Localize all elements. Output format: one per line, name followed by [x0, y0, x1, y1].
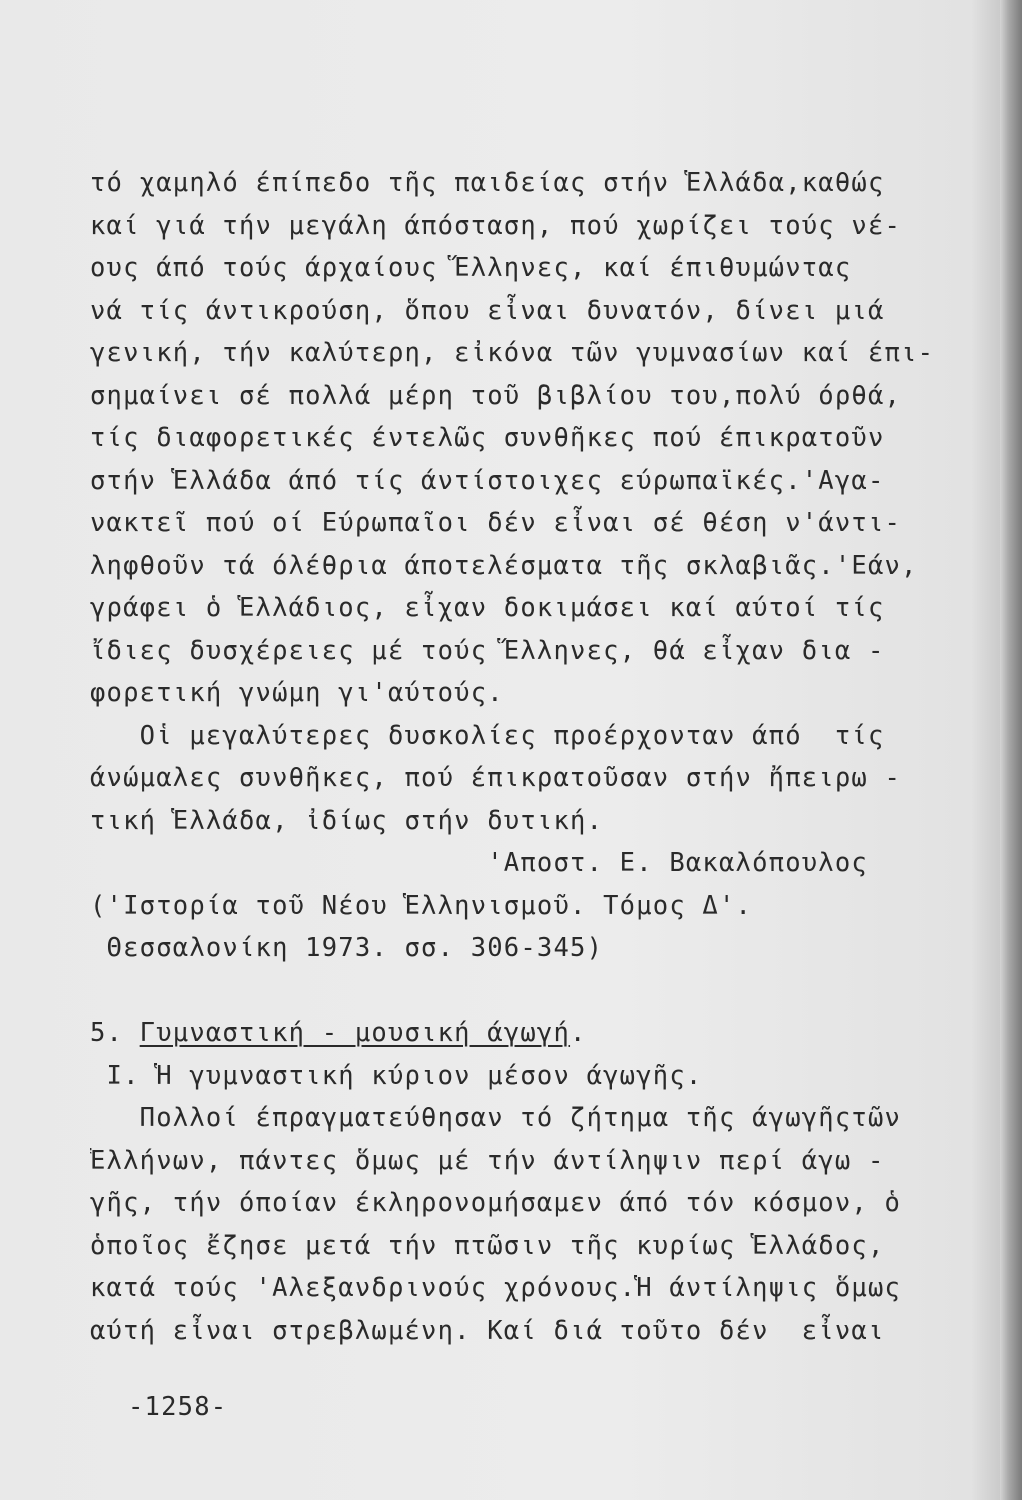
page-binding-edge [1000, 0, 1022, 1500]
text-line: φορετική γνώμη γι'αύτούς. [90, 678, 504, 708]
text-line: σημαίνει σέ πολλά μέρη τοῦ βιβλίου του,πολύ όρθά, [90, 380, 902, 411]
text-line: ληφθοῦν τά όλέθρια άποτελέσματα τῆς σκλαβιᾶς.'Εάν, [90, 550, 918, 581]
text-line: τίς διαφορετικές έντελῶς συνθῆκες πού έπικρατοῦν [90, 423, 885, 453]
text-line: γῆς, τήν όποίαν έκληρονομήσαμεν άπό τόν κόσμον, ὁ [90, 1188, 902, 1218]
text-line: καί γιά τήν μεγάλη άπόσταση, πού χωρίζει τούς νέ- [90, 210, 902, 241]
paragraph-start: Πολλοί έπραγματεύθησαν τό ζήτημα τῆς άγωγῆςτῶν [90, 1103, 902, 1133]
text-line: ὁποῖος ἔζησε μετά τήν πτῶσιν τῆς κυρίως Ἑλλάδος, [90, 1230, 885, 1261]
text-line: γράφει ὁ Ἑλλάδιος, εἶχαν δοκιμάσει καί αύτοί τίς [90, 593, 885, 623]
paragraph-start: Οἱ μεγαλύτερες δυσκολίες προέρχονταν άπό τίς [90, 720, 885, 751]
section-heading [90, 1012, 950, 1055]
text-line: άνώμαλες συνθῆκες, πού έπικρατοῦσαν στήν ἤπειρω - [90, 763, 902, 793]
section-gap [90, 970, 950, 1013]
text-line: κατά τούς 'Αλεξανδρινούς χρόνους.Ἡ άντίληψις ὅμως [90, 1273, 902, 1303]
citation-place-pages: Θεσσαλονίκη 1973. σσ. 306-345) [90, 933, 604, 963]
text-line: νακτεῖ πού οί Εύρωπαῖοι δέν εἶναι σέ θέση ν'άντι- [90, 508, 902, 538]
section-title-period: . [570, 1018, 587, 1048]
section-title: Γυμναστική - μουσική άγωγή [139, 1018, 571, 1048]
text-line: στήν Ἑλλάδα άπό τίς άντίστοιχες εύρωπαϊκές.'Αγα- [90, 465, 885, 496]
body-text [90, 162, 950, 1352]
text-line: γενική, τήν καλύτερη, εἰκόνα τῶν γυμνασίων καί έπι- [90, 338, 935, 368]
text-line: ους άπό τούς άρχαίους Ἕλληνες, καί έπιθυμώντας [90, 253, 852, 283]
text-line: αύτή εἶναι στρεβλωμένη. Καί διά τοῦτο δέν εἶναι [90, 1315, 885, 1346]
text-line: τική Ἑλλάδα, ἰδίως στήν δυτική. [90, 805, 604, 836]
citation-source: ('Ιστορία τοῦ Νέου Ἑλληνισμοῦ. Τόμος Δ'. [90, 890, 753, 921]
text-line: Ἑλλήνων, πάντες ὅμως μέ τήν άντίληψιν περί άγω - [90, 1145, 885, 1176]
citation-author: 'Αποστ. Ε. Βακαλόπουλος [90, 848, 868, 878]
subsection-heading: Ι. Ἡ γυμναστική κύριον μέσον άγωγῆς. [90, 1060, 703, 1091]
section-number: 5. [90, 1018, 124, 1048]
page-number: -1258- [128, 1392, 228, 1422]
text-line: τό χαμηλό έπίπεδο τῆς παιδείας στήν Ἑλλάδα,καθώς [90, 168, 885, 198]
text-line: νά τίς άντικρούση, ὅπου εἶναι δυνατόν, δίνει μιά [90, 295, 885, 326]
text-line: ἴδιες δυσχέρειες μέ τούς Ἕλληνες, θά εἶχαν δια - [90, 635, 885, 666]
